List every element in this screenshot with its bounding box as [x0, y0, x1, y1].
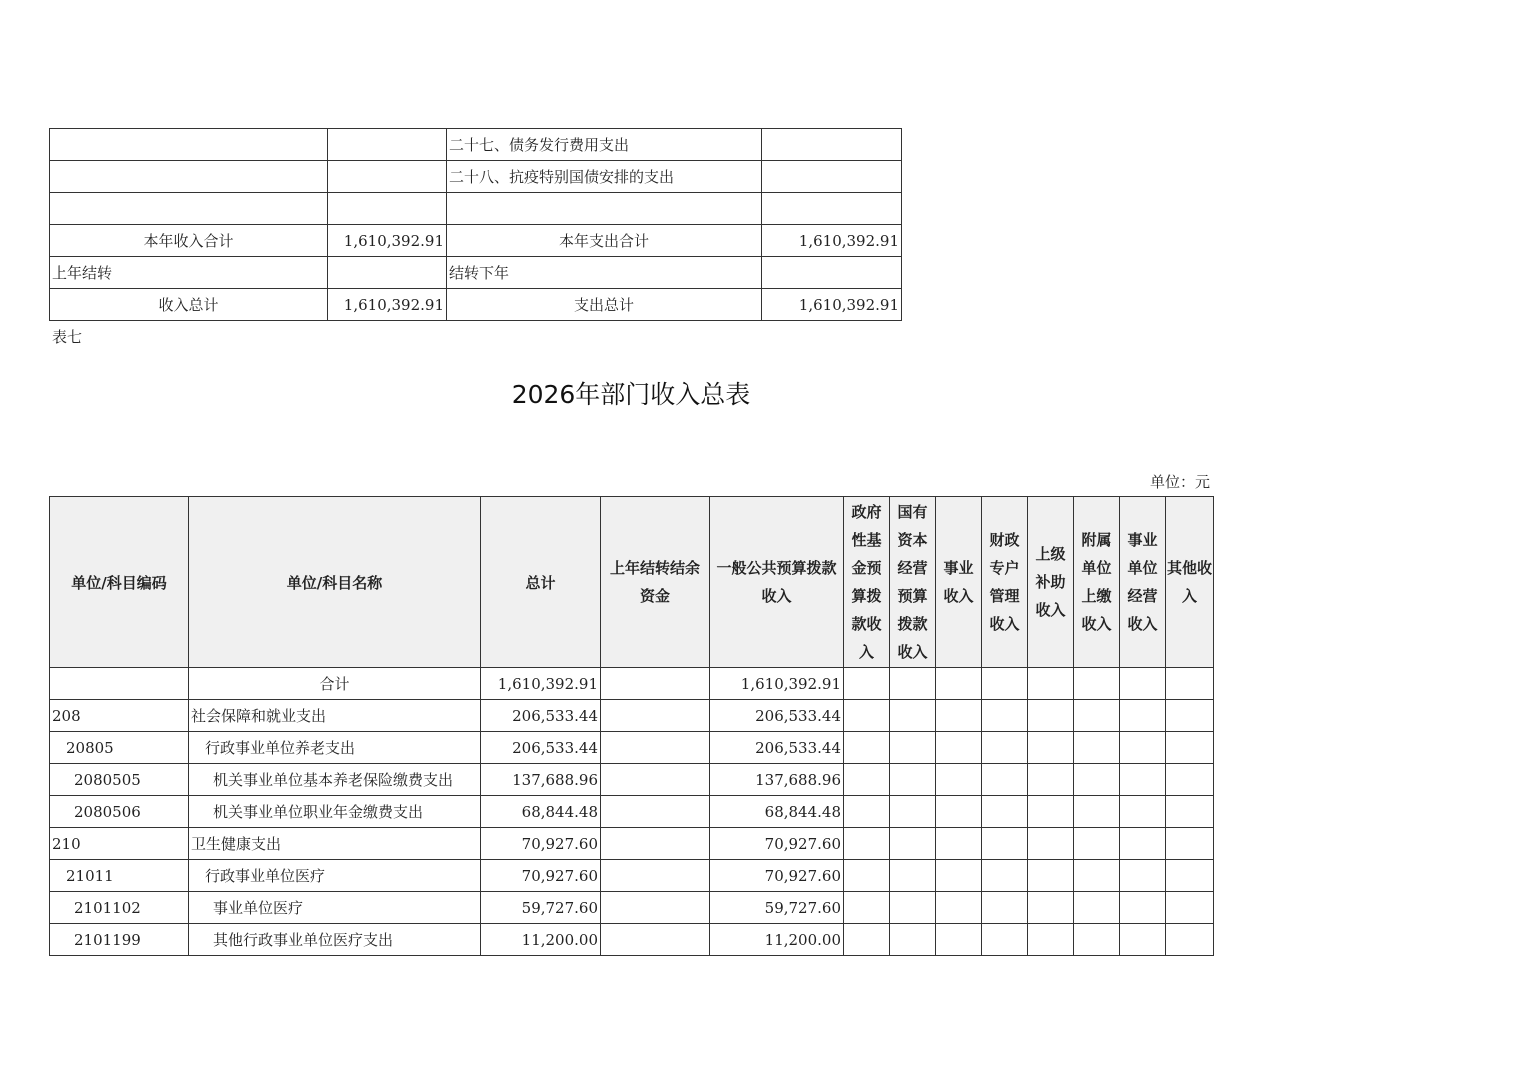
empty-amount-cell: [1074, 892, 1120, 924]
header-row: [50, 497, 1214, 668]
unit-label: 单位：元: [1149, 473, 1210, 491]
empty-amount-cell: [936, 860, 982, 892]
table-row: [50, 289, 902, 321]
general-budget-cell: 1,610,392.91: [710, 668, 844, 700]
empty-amount-cell: [1028, 700, 1074, 732]
table-row: [50, 796, 1214, 828]
empty-amount-cell: [1028, 668, 1074, 700]
empty-amount-cell: [844, 924, 890, 956]
empty-amount-cell: [1028, 828, 1074, 860]
empty-amount-cell: [1166, 764, 1214, 796]
table-row: [50, 732, 1214, 764]
code-cell: 210: [50, 828, 189, 860]
empty-amount-cell: [982, 668, 1028, 700]
empty-amount-cell: [1166, 732, 1214, 764]
general-budget-cell: 68,844.48: [710, 796, 844, 828]
table-row: [50, 860, 1214, 892]
general-budget-cell: 70,927.60: [710, 860, 844, 892]
table-row: [50, 828, 1214, 860]
carryover-cell: [601, 892, 710, 924]
empty-amount-cell: [1120, 700, 1166, 732]
empty-amount-cell: [1028, 732, 1074, 764]
empty-amount-cell: [936, 668, 982, 700]
empty-amount-cell: [982, 892, 1028, 924]
header-total: 总计: [481, 497, 601, 668]
name-cell: 其他行政事业单位医疗支出: [189, 924, 481, 956]
empty-amount-cell: [1120, 796, 1166, 828]
empty-amount-cell: [890, 860, 936, 892]
carryover-cell: [601, 860, 710, 892]
total-cell: 70,927.60: [481, 860, 601, 892]
header-affiliate-payment: 附属单位上缴收入: [1074, 497, 1120, 668]
empty-amount-cell: [890, 732, 936, 764]
income-amount-cell: 1,610,392.91: [328, 289, 447, 321]
total-cell: 59,727.60: [481, 892, 601, 924]
empty-amount-cell: [844, 700, 890, 732]
empty-amount-cell: [1166, 828, 1214, 860]
name-cell: 事业单位医疗: [189, 892, 481, 924]
header-other-income: 其他收入: [1166, 497, 1214, 668]
header-gov-fund: 政府性基金预算拨款收入: [844, 497, 890, 668]
empty-amount-cell: [1074, 700, 1120, 732]
empty-amount-cell: [1028, 860, 1074, 892]
carryover-cell: [601, 668, 710, 700]
empty-amount-cell: [844, 796, 890, 828]
empty-amount-cell: [1028, 796, 1074, 828]
name-cell: 机关事业单位职业年金缴费支出: [189, 796, 481, 828]
empty-amount-cell: [1120, 860, 1166, 892]
table-row: [50, 257, 902, 289]
empty-amount-cell: [1074, 860, 1120, 892]
empty-amount-cell: [982, 860, 1028, 892]
header-state-capital: 国有资本经营预算拨款收入: [890, 497, 936, 668]
header-business-income: 事业收入: [936, 497, 982, 668]
table-row: [50, 193, 902, 225]
empty-amount-cell: [890, 924, 936, 956]
income-amount-cell: 1,610,392.91: [328, 225, 447, 257]
general-budget-cell: 59,727.60: [710, 892, 844, 924]
empty-amount-cell: [1120, 764, 1166, 796]
empty-amount-cell: [1074, 924, 1120, 956]
empty-amount-cell: [1074, 732, 1120, 764]
name-cell: 行政事业单位养老支出: [189, 732, 481, 764]
empty-amount-cell: [844, 764, 890, 796]
empty-amount-cell: [1074, 764, 1120, 796]
total-cell: 206,533.44: [481, 700, 601, 732]
empty-amount-cell: [1028, 764, 1074, 796]
income-amount-cell: [328, 161, 447, 193]
income-amount-cell: [328, 257, 447, 289]
empty-amount-cell: [982, 764, 1028, 796]
name-cell: 机关事业单位基本养老保险缴费支出: [189, 764, 481, 796]
expense-item-cell: [447, 193, 762, 225]
general-budget-cell: 206,533.44: [710, 732, 844, 764]
header-special-account: 财政专户管理收入: [982, 497, 1028, 668]
header-name: 单位/科目名称: [189, 497, 481, 668]
carryover-cell: [601, 828, 710, 860]
table-row: [50, 892, 1214, 924]
header-carryover: 上年结转结余资金: [601, 497, 710, 668]
expense-amount-cell: [762, 257, 902, 289]
empty-amount-cell: [982, 796, 1028, 828]
header-operating-income: 事业单位经营收入: [1120, 497, 1166, 668]
empty-amount-cell: [1120, 924, 1166, 956]
general-budget-cell: 11,200.00: [710, 924, 844, 956]
empty-amount-cell: [982, 828, 1028, 860]
balance-summary-table: [49, 128, 902, 321]
total-cell: 206,533.44: [481, 732, 601, 764]
name-cell: 合计: [189, 668, 481, 700]
empty-amount-cell: [844, 892, 890, 924]
expense-item-cell: 二十八、抗疫特别国债安排的支出: [447, 161, 762, 193]
empty-amount-cell: [1074, 828, 1120, 860]
code-cell: 21011: [50, 860, 189, 892]
empty-amount-cell: [890, 700, 936, 732]
code-cell: 2101102: [50, 892, 189, 924]
carryover-cell: [601, 700, 710, 732]
empty-amount-cell: [936, 732, 982, 764]
empty-amount-cell: [844, 828, 890, 860]
empty-amount-cell: [1120, 732, 1166, 764]
header-code: 单位/科目编码: [50, 497, 189, 668]
empty-amount-cell: [982, 700, 1028, 732]
code-cell: 2101199: [50, 924, 189, 956]
table-row: [50, 668, 1214, 700]
empty-amount-cell: [844, 668, 890, 700]
empty-amount-cell: [890, 796, 936, 828]
empty-amount-cell: [1166, 924, 1214, 956]
total-cell: 70,927.60: [481, 828, 601, 860]
empty-amount-cell: [936, 828, 982, 860]
code-cell: 2080505: [50, 764, 189, 796]
empty-amount-cell: [936, 700, 982, 732]
expense-amount-cell: 1,610,392.91: [762, 225, 902, 257]
code-cell: 208: [50, 700, 189, 732]
empty-amount-cell: [890, 892, 936, 924]
empty-amount-cell: [1166, 892, 1214, 924]
empty-amount-cell: [936, 892, 982, 924]
empty-amount-cell: [1120, 828, 1166, 860]
empty-amount-cell: [890, 828, 936, 860]
table-row: [50, 764, 1214, 796]
income-summary-table: [49, 496, 1214, 956]
empty-amount-cell: [1074, 796, 1120, 828]
empty-amount-cell: [1028, 892, 1074, 924]
income-item-cell: [50, 161, 328, 193]
empty-amount-cell: [1120, 892, 1166, 924]
table-row: [50, 129, 902, 161]
code-cell: 20805: [50, 732, 189, 764]
empty-amount-cell: [844, 732, 890, 764]
carryover-cell: [601, 732, 710, 764]
empty-amount-cell: [890, 668, 936, 700]
income-item-cell: 收入总计: [50, 289, 328, 321]
income-item-cell: [50, 129, 328, 161]
general-budget-cell: 70,927.60: [710, 828, 844, 860]
name-cell: 卫生健康支出: [189, 828, 481, 860]
header-superior-subsidy: 上级补助收入: [1028, 497, 1074, 668]
total-cell: 68,844.48: [481, 796, 601, 828]
name-cell: 社会保障和就业支出: [189, 700, 481, 732]
carryover-cell: [601, 764, 710, 796]
expense-item-cell: 本年支出合计: [447, 225, 762, 257]
empty-amount-cell: [1166, 668, 1214, 700]
expense-amount-cell: [762, 161, 902, 193]
table-row: [50, 700, 1214, 732]
carryover-cell: [601, 924, 710, 956]
empty-amount-cell: [936, 796, 982, 828]
income-item-cell: 本年收入合计: [50, 225, 328, 257]
name-cell: 行政事业单位医疗: [189, 860, 481, 892]
header-general-budget: 一般公共预算拨款收入: [710, 497, 844, 668]
empty-amount-cell: [1074, 668, 1120, 700]
general-budget-cell: 206,533.44: [710, 700, 844, 732]
expense-item-cell: 结转下年: [447, 257, 762, 289]
table-row: [50, 161, 902, 193]
table-row: [50, 225, 902, 257]
page-title: 2026年部门收入总表: [511, 380, 751, 409]
empty-amount-cell: [1120, 668, 1166, 700]
empty-amount-cell: [1166, 860, 1214, 892]
empty-amount-cell: [1028, 924, 1074, 956]
empty-amount-cell: [936, 924, 982, 956]
code-cell: 2080506: [50, 796, 189, 828]
expense-amount-cell: [762, 193, 902, 225]
carryover-cell: [601, 796, 710, 828]
empty-amount-cell: [982, 924, 1028, 956]
general-budget-cell: 137,688.96: [710, 764, 844, 796]
empty-amount-cell: [982, 732, 1028, 764]
table-number-label: 表七: [52, 328, 83, 346]
table-row: [50, 924, 1214, 956]
empty-amount-cell: [1166, 700, 1214, 732]
total-cell: 137,688.96: [481, 764, 601, 796]
total-cell: 1,610,392.91: [481, 668, 601, 700]
expense-amount-cell: 1,610,392.91: [762, 289, 902, 321]
empty-amount-cell: [936, 764, 982, 796]
expense-item-cell: 二十七、债务发行费用支出: [447, 129, 762, 161]
total-cell: 11,200.00: [481, 924, 601, 956]
income-amount-cell: [328, 129, 447, 161]
income-amount-cell: [328, 193, 447, 225]
income-item-cell: [50, 193, 328, 225]
code-cell: [50, 668, 189, 700]
empty-amount-cell: [890, 764, 936, 796]
income-item-cell: 上年结转: [50, 257, 328, 289]
expense-amount-cell: [762, 129, 902, 161]
empty-amount-cell: [1166, 796, 1214, 828]
empty-amount-cell: [844, 860, 890, 892]
expense-item-cell: 支出总计: [447, 289, 762, 321]
